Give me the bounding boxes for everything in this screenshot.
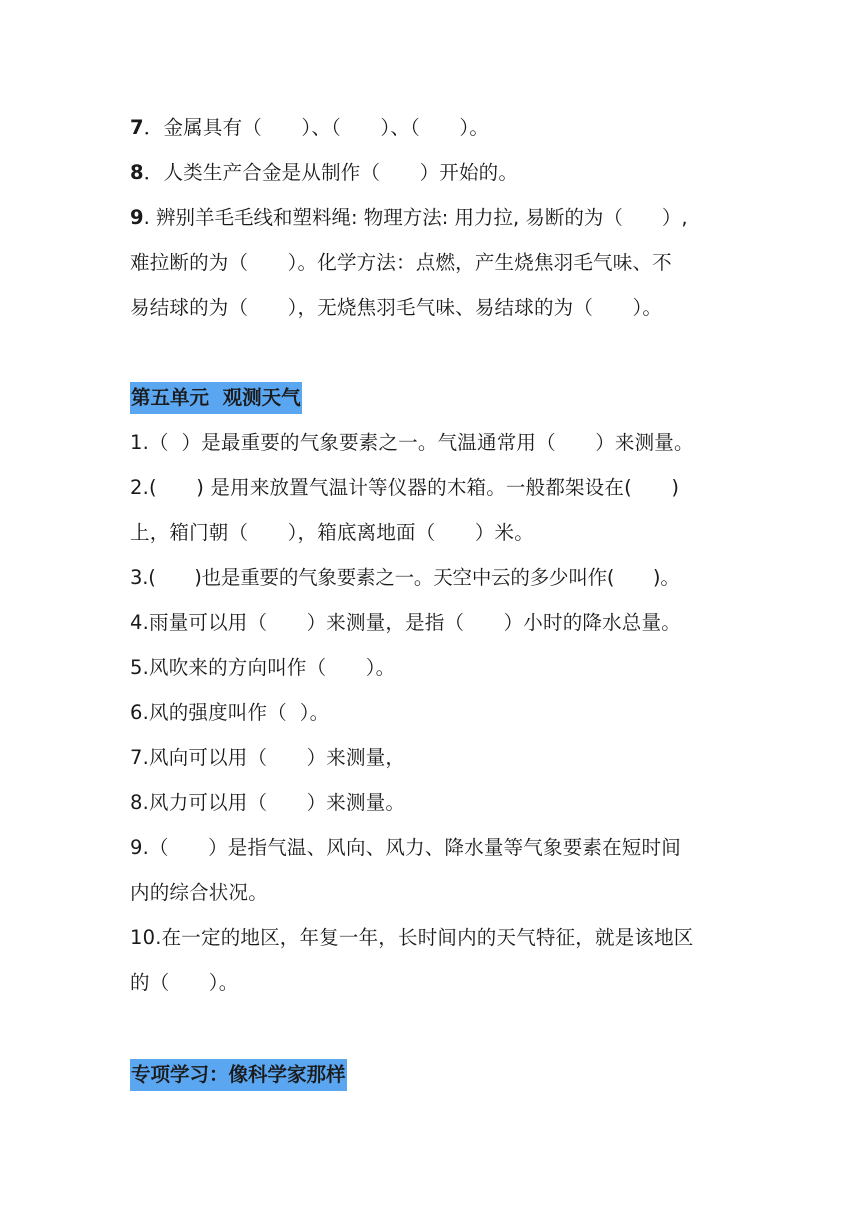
question-number: 9 xyxy=(130,206,144,229)
unit5-line-12: 10.在一定的地区，年复一年，长时间内的天气特征，就是该地区 xyxy=(130,926,694,949)
question-text: ．金属具有（ ）、（ ）、（ ）。 xyxy=(143,116,490,139)
question-8 xyxy=(130,158,518,188)
unit5-line-6: 5.风吹来的方向叫作（ ）。 xyxy=(130,656,396,679)
question-9-line-2: 难拉断的为（ ）。化学方法：点燃，产生烧焦羽毛气味、不 xyxy=(130,251,672,274)
unit5-line-3: 上，箱门朝（ ），箱底离地面（ ）米。 xyxy=(130,521,534,544)
question-number: 8 xyxy=(130,161,144,184)
question-text: ．人类生产合金是从制作（ ）开始的。 xyxy=(143,161,519,184)
unit5-line-1: 1.（ ）是最重要的气象要素之一。气温通常用（ ）来测量。 xyxy=(130,431,694,454)
question-9-line-1 xyxy=(130,203,688,233)
unit5-line-8: 7.风向可以用（ ）来测量， xyxy=(130,746,406,769)
unit5-line-7: 6.风的强度叫作（ ）。 xyxy=(130,701,330,724)
question-number: 7 xyxy=(130,116,144,139)
question-7 xyxy=(130,113,489,143)
unit5-line-4: 3.( )也是重要的气象要素之一。天空中云的多少叫作( )。 xyxy=(130,566,680,589)
section-heading-unit5: 第五单元 观测天气 xyxy=(130,382,302,414)
unit5-line-11: 内的综合状况。 xyxy=(130,881,268,904)
unit5-line-2: 2.( ) 是用来放置气温计等仪器的木箱。一般都架设在( ) xyxy=(130,476,680,499)
question-9-line-3: 易结球的为（ ），无烧焦羽毛气味、易结球的为（ ）。 xyxy=(130,296,663,319)
unit5-line-9: 8.风力可以用（ ）来测量。 xyxy=(130,791,406,814)
unit5-line-13: 的（ ）。 xyxy=(130,971,239,994)
question-text: . 辨别羊毛毛线和塑料绳: 物理方法: 用力拉, 易断的为（ ）, xyxy=(143,206,688,229)
unit5-line-10: 9.（ ）是指气温、风向、风力、降水量等气象要素在短时间 xyxy=(130,836,681,859)
section-heading-special: 专项学习：像科学家那样 xyxy=(130,1059,347,1091)
unit5-line-5: 4.雨量可以用（ ）来测量，是指（ ）小时的降水总量。 xyxy=(130,611,681,634)
